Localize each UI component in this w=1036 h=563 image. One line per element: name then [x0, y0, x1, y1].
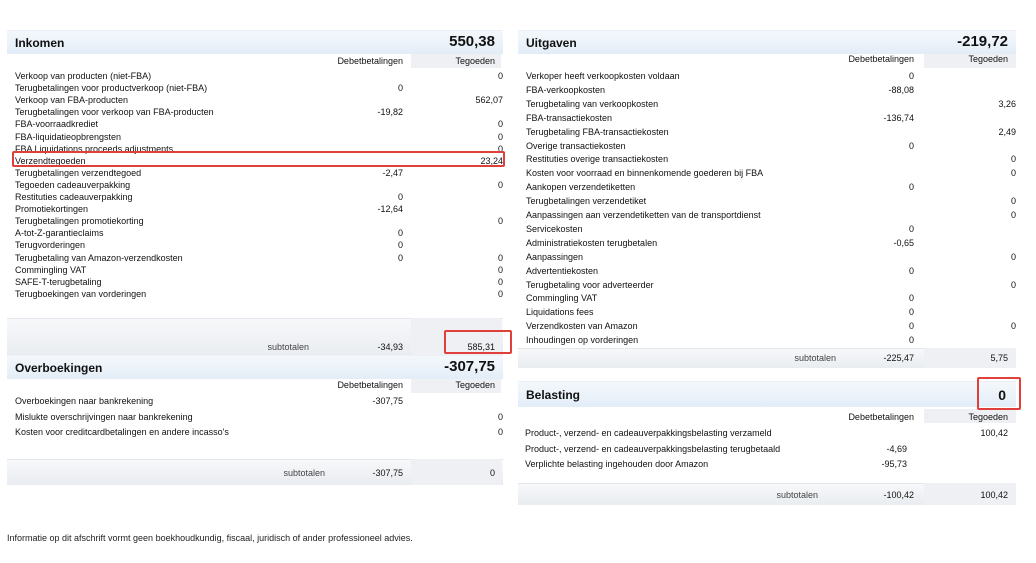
table-row [526, 181, 1016, 193]
belasting-panel [518, 381, 1016, 505]
table-row [15, 191, 503, 203]
row-label: Verkoper heeft verkoopkosten voldaan [526, 71, 680, 81]
row-label: FBA Liquidations proceeds adjustments [15, 143, 174, 154]
subtotal-credit: 100,42 [980, 490, 1008, 500]
row-credit: 0 [497, 288, 503, 299]
row-credit: 0 [497, 71, 503, 81]
debit-column-header: Debetbetalingen [848, 412, 914, 422]
table-row [15, 288, 503, 300]
row-label: Terugbetaling FBA-transactiekosten [526, 126, 669, 137]
table-row [525, 427, 1016, 439]
row-debit: 0 [908, 307, 914, 318]
table-row [526, 126, 1016, 138]
table-row [15, 167, 503, 179]
overboekingen-title: Overboekingen [15, 361, 103, 375]
row-debit: 0 [397, 83, 403, 94]
row-debit: 0 [908, 71, 914, 81]
table-row [15, 106, 503, 118]
table-row [526, 223, 1016, 235]
row-debit: 0 [397, 192, 403, 202]
subtotal-debit: -307,75 [372, 468, 403, 478]
credit-column-header: Tegoeden [968, 54, 1008, 64]
debit-column-header: Debetbetalingen [337, 56, 403, 66]
overboekingen-total: -307,75 [444, 358, 495, 375]
row-label: Terugbetaling voor adverteerder [526, 279, 654, 290]
overboekingen-subtotal-row [7, 467, 503, 479]
row-credit: 3,26 [998, 98, 1016, 109]
row-credit: 0 [497, 216, 503, 227]
belasting-header [518, 381, 1016, 407]
uitgaven-total: -219,72 [957, 33, 1008, 50]
row-label: FBA-verkoopkosten [526, 84, 606, 95]
table-row [526, 292, 1016, 304]
row-label: Liquidations fees [526, 307, 594, 318]
table-row [526, 98, 1016, 110]
row-debit: -19,82 [377, 107, 403, 118]
row-debit: -136,74 [883, 112, 914, 123]
row-debit: 0 [908, 223, 914, 234]
table-row [15, 276, 503, 288]
row-debit: 0 [397, 240, 403, 251]
row-credit: 562,07 [475, 95, 503, 106]
table-row [15, 264, 503, 276]
row-debit: 0 [397, 252, 403, 263]
table-row [15, 131, 503, 143]
row-credit: 0 [497, 264, 503, 275]
inkomen-title: Inkomen [15, 36, 65, 50]
row-debit: -2,47 [382, 167, 403, 178]
row-credit: 0 [1010, 168, 1016, 179]
overboekingen-panel [7, 355, 503, 485]
credit-column-header: Tegoeden [455, 56, 495, 66]
row-credit: 0 [497, 179, 503, 190]
row-label: Terugbetalingen voor productverkoop (niet-FBA) [15, 83, 208, 94]
uitgaven-title: Uitgaven [526, 36, 577, 50]
row-label: Commingling VAT [526, 293, 598, 304]
row-debit: -4,69 [886, 443, 907, 454]
table-row [15, 155, 503, 167]
row-label: Verzendkosten van Amazon [526, 321, 638, 332]
table-row [15, 118, 503, 130]
row-label: Product-, verzend- en cadeauverpakkingsbelasting verzameld [525, 428, 772, 438]
table-row [526, 140, 1016, 152]
table-row [15, 203, 503, 215]
row-label: Terugvorderingen [15, 240, 86, 251]
inkomen-header [7, 30, 503, 54]
row-label: Aankopen verzendetiketten [526, 182, 636, 193]
table-row [526, 70, 1016, 82]
table-row [526, 320, 1016, 332]
credit-column-header: Tegoeden [968, 412, 1008, 422]
table-row [526, 251, 1016, 263]
row-label: Terugbetalingen verzendetiket [526, 196, 647, 207]
row-label: Verplichte belasting ingehouden door Amazon [525, 459, 709, 469]
row-label: Kosten voor creditcardbetalingen en andere incasso's [15, 427, 229, 437]
row-credit: 0 [1010, 279, 1016, 290]
row-credit: 0 [497, 411, 503, 422]
subtotal-credit: 585,31 [467, 342, 495, 352]
row-credit: 0 [1010, 154, 1016, 165]
row-debit: -307,75 [372, 396, 403, 406]
disclaimer-text: Informatie op dit afschrift vormt geen boekhoudkundig, fiscaal, juridisch of ander professioneel advies. [7, 533, 413, 543]
row-label: Servicekosten [526, 223, 583, 234]
belasting-title: Belasting [526, 388, 581, 402]
row-debit: 0 [908, 321, 914, 332]
row-label: FBA-transactiekosten [526, 112, 613, 123]
row-debit: 0 [397, 228, 403, 239]
row-credit: 0 [1010, 251, 1016, 262]
row-credit: 0 [1010, 196, 1016, 207]
row-label: A-tot-Z-garantieclaims [15, 228, 104, 239]
inkomen-column-headers [7, 56, 503, 68]
subtotal-label: subtotalen [283, 468, 325, 478]
table-row [15, 179, 503, 191]
table-row [525, 458, 1016, 470]
row-label: FBA-voorraadkrediet [15, 119, 99, 130]
debit-column-header: Debetbetalingen [337, 380, 403, 390]
table-row [526, 265, 1016, 277]
row-label: Restituties cadeauverpakking [15, 192, 133, 202]
table-row [15, 411, 503, 423]
row-label: Overige transactiekosten [526, 140, 626, 151]
row-debit: -0,65 [893, 237, 914, 248]
overboekingen-column-headers [7, 380, 503, 392]
table-row [526, 237, 1016, 249]
row-credit: 0 [497, 276, 503, 287]
row-credit: 0 [497, 119, 503, 130]
row-label: Commingling VAT [15, 264, 87, 275]
uitgaven-panel [518, 30, 1016, 368]
row-credit: 0 [497, 131, 503, 142]
table-row [15, 82, 503, 94]
table-row [15, 143, 503, 155]
inkomen-total: 550,38 [449, 33, 495, 50]
subtotal-debit: -225,47 [883, 353, 914, 363]
table-row [526, 153, 1016, 165]
row-label: Inhoudingen op vorderingen [526, 335, 639, 346]
row-debit: -12,64 [377, 204, 403, 215]
table-row [526, 112, 1016, 124]
row-label: Kosten voor voorraad en binnenkomende goederen bij FBA [526, 168, 764, 179]
subtotal-debit: -34,93 [377, 342, 403, 352]
table-row [15, 215, 503, 227]
row-credit: 100,42 [980, 428, 1008, 438]
row-label: Verkoop van FBA-producten [15, 95, 129, 106]
row-debit: -95,73 [881, 459, 907, 469]
row-credit: 0 [497, 252, 503, 263]
overboekingen-header [7, 355, 503, 379]
uitgaven-subtotal-row [518, 352, 1016, 364]
row-label: Advertentiekosten [526, 265, 599, 276]
debit-column-header: Debetbetalingen [848, 54, 914, 64]
subtotal-debit: -100,42 [883, 490, 914, 500]
row-debit: 0 [908, 182, 914, 193]
row-credit: 0 [1010, 210, 1016, 220]
subtotal-label: subtotalen [776, 490, 818, 500]
uitgaven-column-headers [518, 54, 1016, 66]
credit-column-header: Tegoeden [455, 380, 495, 390]
belasting-column-headers [518, 412, 1016, 424]
row-debit: 0 [908, 335, 914, 346]
belasting-total: 0 [998, 387, 1006, 403]
row-label: Promotiekortingen [15, 204, 89, 215]
subtotal-credit: 0 [489, 468, 495, 478]
uitgaven-header [518, 30, 1016, 54]
subtotal-label: subtotalen [794, 353, 836, 363]
row-label: Aanpassingen [526, 251, 584, 262]
belasting-subtotal-row [518, 489, 1016, 501]
row-credit: 0 [1010, 321, 1016, 332]
subtotal-credit: 5,75 [990, 353, 1008, 363]
table-row [15, 426, 503, 438]
row-label: Restituties overige transactiekosten [526, 154, 669, 165]
row-label: Terugbetalingen verzendtegoed [15, 167, 142, 178]
row-debit: 0 [908, 293, 914, 304]
inkomen-subtotal-row [7, 341, 503, 353]
row-label: Mislukte overschrijvingen naar bankrekening [15, 411, 193, 422]
row-label: Verzendtegoeden [15, 155, 86, 166]
table-row [526, 84, 1016, 96]
row-label: SAFE-T-terugbetaling [15, 276, 102, 287]
table-row [15, 395, 503, 407]
row-debit: 0 [908, 265, 914, 276]
table-row [525, 443, 1016, 455]
row-label: Overboekingen naar bankrekening [15, 396, 154, 406]
row-label: Terugbetalingen voor verkoop van FBA-producten [15, 107, 214, 118]
row-label: Administratiekosten terugbetalen [526, 237, 658, 248]
subtotal-label: subtotalen [267, 342, 309, 352]
table-row [526, 195, 1016, 207]
row-label: Product-, verzend- en cadeauverpakkingsbelasting terugbetaald [525, 443, 781, 454]
row-label: Terugbetalingen promotiekorting [15, 216, 144, 227]
row-label: Verkoop van producten (niet-FBA) [15, 71, 152, 81]
row-label: Terugboekingen van vorderingen [15, 288, 147, 299]
table-row [526, 306, 1016, 318]
table-row [526, 209, 1016, 221]
row-debit: -88,08 [888, 84, 914, 95]
row-debit: 0 [908, 140, 914, 151]
table-row [15, 227, 503, 239]
row-label: Terugbetaling van Amazon-verzendkosten [15, 252, 183, 263]
table-row [526, 334, 1016, 346]
table-row [15, 239, 503, 251]
row-credit: 2,49 [998, 126, 1016, 137]
row-credit: 0 [497, 143, 503, 154]
table-row [15, 94, 503, 106]
table-row [15, 252, 503, 264]
row-label: FBA-liquidatieopbrengsten [15, 131, 122, 142]
table-row [526, 279, 1016, 291]
row-label: Tegoeden cadeauverpakking [15, 179, 131, 190]
inkomen-panel [7, 30, 503, 356]
row-credit: 0 [497, 427, 503, 437]
row-label: Aanpassingen aan verzendetiketten van de transportdienst [526, 210, 761, 220]
table-row [15, 70, 503, 82]
row-credit: 23,24 [480, 155, 503, 166]
row-label: Terugbetaling van verkoopkosten [526, 98, 659, 109]
table-row [526, 167, 1016, 179]
